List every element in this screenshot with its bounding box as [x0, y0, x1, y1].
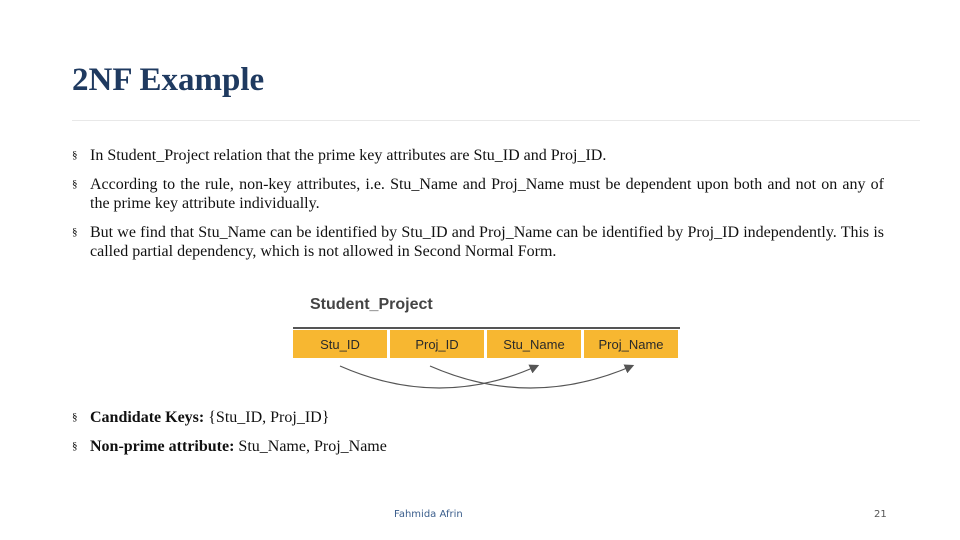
- candidate-keys-value: {Stu_ID, Proj_ID}: [208, 409, 330, 426]
- attribute-cell-stu-id: Stu_ID: [293, 330, 387, 358]
- bullet-marker-icon: §: [72, 440, 78, 452]
- relation-name: Student_Project: [310, 296, 433, 313]
- bullet-text: But we find that Stu_Name can be identified by Stu_ID and Proj_Name can be identified by Proj_ID independently. This is called partial dependency, which is not allowed in Second Normal Form.: [90, 224, 884, 260]
- bullet-item: [72, 223, 884, 261]
- attribute-cell-stu-name: Stu_Name: [487, 330, 581, 358]
- slide-title: 2NF Example: [72, 62, 265, 98]
- bullet-marker-icon: §: [72, 411, 78, 423]
- bullet-item: [72, 175, 884, 213]
- attribute-cell-proj-id: Proj_ID: [390, 330, 484, 358]
- non-prime-item: [72, 437, 387, 456]
- non-prime-label: Non-prime attribute:: [90, 438, 235, 455]
- bullet-marker-icon: §: [72, 178, 78, 190]
- bullet-marker-icon: §: [72, 226, 78, 238]
- dependency-arrows: [280, 290, 700, 400]
- candidate-keys-item: [72, 408, 387, 427]
- bullet-marker-icon: §: [72, 149, 78, 161]
- candidate-keys-label: Candidate Keys:: [90, 409, 205, 426]
- summary-bullets: [72, 408, 387, 466]
- relation-diagram: [280, 290, 700, 400]
- footer-author: Fahmida Afrin: [394, 509, 463, 520]
- explanation-bullets: [72, 146, 884, 271]
- non-prime-value: Stu_Name, Proj_Name: [238, 438, 387, 455]
- bullet-text: According to the rule, non-key attributes, i.e. Stu_Name and Proj_Name must be dependent upon both and not on any of the prime key attribute individually.: [90, 176, 884, 212]
- title-divider: [72, 120, 920, 121]
- attribute-cell-proj-name: Proj_Name: [584, 330, 678, 358]
- slide-number: 21: [874, 509, 887, 520]
- bullet-item: [72, 146, 884, 165]
- bullet-text: In Student_Project relation that the prime key attributes are Stu_ID and Proj_ID.: [90, 147, 607, 164]
- arrow-proj-id-to-proj-name: [430, 366, 632, 388]
